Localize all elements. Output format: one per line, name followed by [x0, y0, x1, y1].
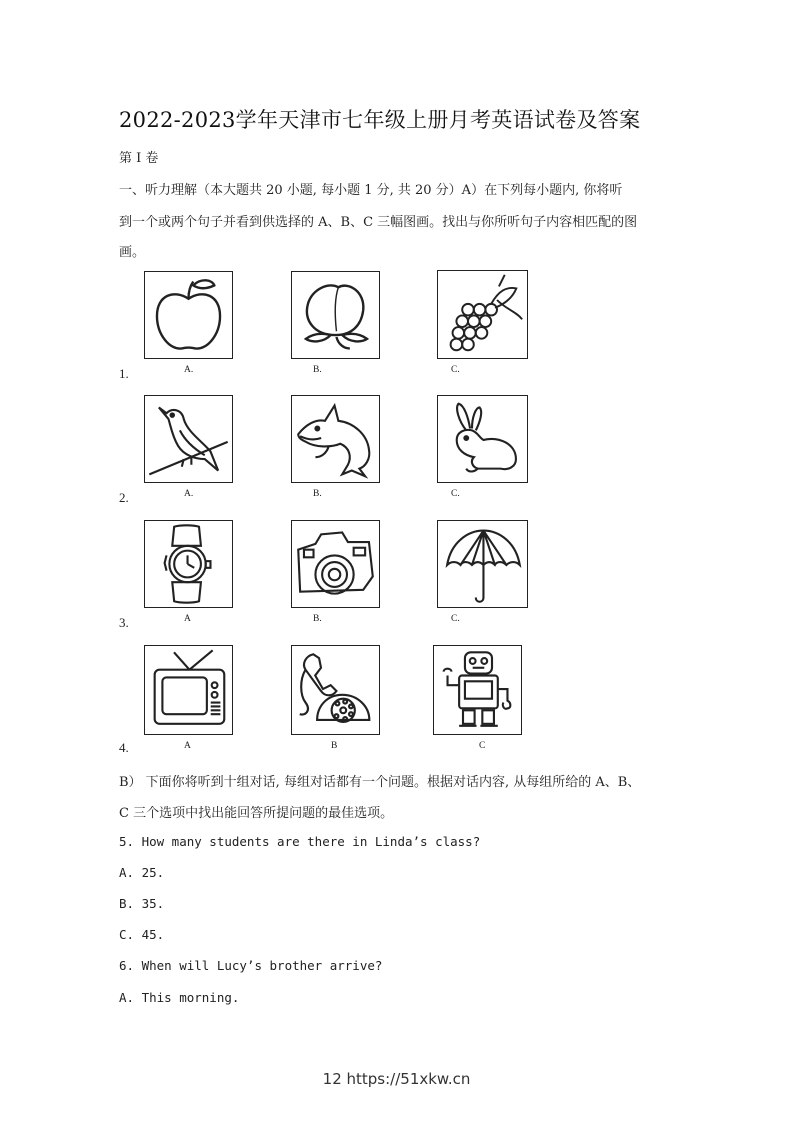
camera-icon	[292, 521, 379, 607]
option-label: A	[184, 614, 191, 624]
option-picture-c[interactable]	[433, 645, 522, 735]
option-label: B.	[313, 614, 322, 624]
page-footer[interactable]: 12 https://51xkw.cn	[322, 1070, 471, 1088]
apple-icon	[145, 272, 232, 358]
option-picture-b[interactable]	[291, 520, 380, 608]
telephone-icon	[292, 646, 379, 734]
intro-line-1: 一、听力理解（本大题共 20 小题, 每小题 1 分, 共 20 分）A）在下列每小题内, 你将听	[119, 183, 623, 198]
answer-option-b: B. 35.	[119, 896, 165, 911]
dolphin-icon	[292, 396, 379, 482]
answer-option-a: A. This morning.	[119, 990, 240, 1005]
grapes-icon	[438, 271, 527, 358]
option-picture-a[interactable]	[144, 271, 233, 359]
watch-icon	[145, 521, 232, 607]
option-label: A.	[184, 489, 194, 499]
intro-line-3: 画。	[119, 245, 146, 260]
bird-icon	[145, 396, 232, 482]
option-label: A.	[184, 365, 194, 375]
rabbit-icon	[438, 396, 527, 482]
option-label: C.	[451, 614, 460, 624]
option-label: A	[184, 741, 191, 751]
option-label: B.	[313, 489, 322, 499]
option-label: C.	[451, 489, 460, 499]
option-label: C	[479, 741, 486, 751]
question-number: 1.	[119, 366, 129, 381]
peach-icon	[292, 272, 379, 358]
option-picture-c[interactable]	[437, 270, 528, 359]
intro-line-2: 到一个或两个句子并看到供选择的 A、B、C 三幅图画。找出与你所听句子内容相匹配的图	[119, 215, 638, 230]
question-number: 2.	[119, 490, 129, 505]
tv-icon	[145, 646, 232, 734]
question-number: 4.	[119, 740, 129, 755]
option-label: C.	[451, 365, 460, 375]
option-label: B.	[313, 365, 322, 375]
option-picture-a[interactable]	[144, 395, 233, 483]
option-picture-c[interactable]	[437, 520, 528, 608]
question-6: 6. When will Lucy’s brother arrive?	[119, 958, 383, 973]
answer-option-c: C. 45.	[119, 927, 165, 942]
answer-option-a: A. 25.	[119, 865, 165, 880]
part-b-line-2: C 三个选项中找出能回答所提问题的最佳选项。	[119, 806, 394, 821]
option-picture-a[interactable]	[144, 520, 233, 608]
page-title: 2022-2023学年天津市七年级上册月考英语试卷及答案	[119, 108, 641, 132]
option-picture-b[interactable]	[291, 271, 380, 359]
question-5: 5. How many students are there in Linda’s class?	[119, 834, 481, 849]
option-picture-b[interactable]	[291, 645, 380, 735]
option-label: B	[331, 741, 338, 751]
part-b-line-1: B） 下面你将听到十组对话, 每组对话都有一个问题。根据对话内容, 从每组所给的 A、B、	[119, 775, 641, 790]
section-label: 第 I 卷	[119, 151, 159, 166]
question-number: 3.	[119, 615, 129, 630]
option-picture-c[interactable]	[437, 395, 528, 483]
robot-icon	[434, 646, 521, 734]
umbrella-icon	[438, 521, 527, 607]
option-picture-a[interactable]	[144, 645, 233, 735]
option-picture-b[interactable]	[291, 395, 380, 483]
